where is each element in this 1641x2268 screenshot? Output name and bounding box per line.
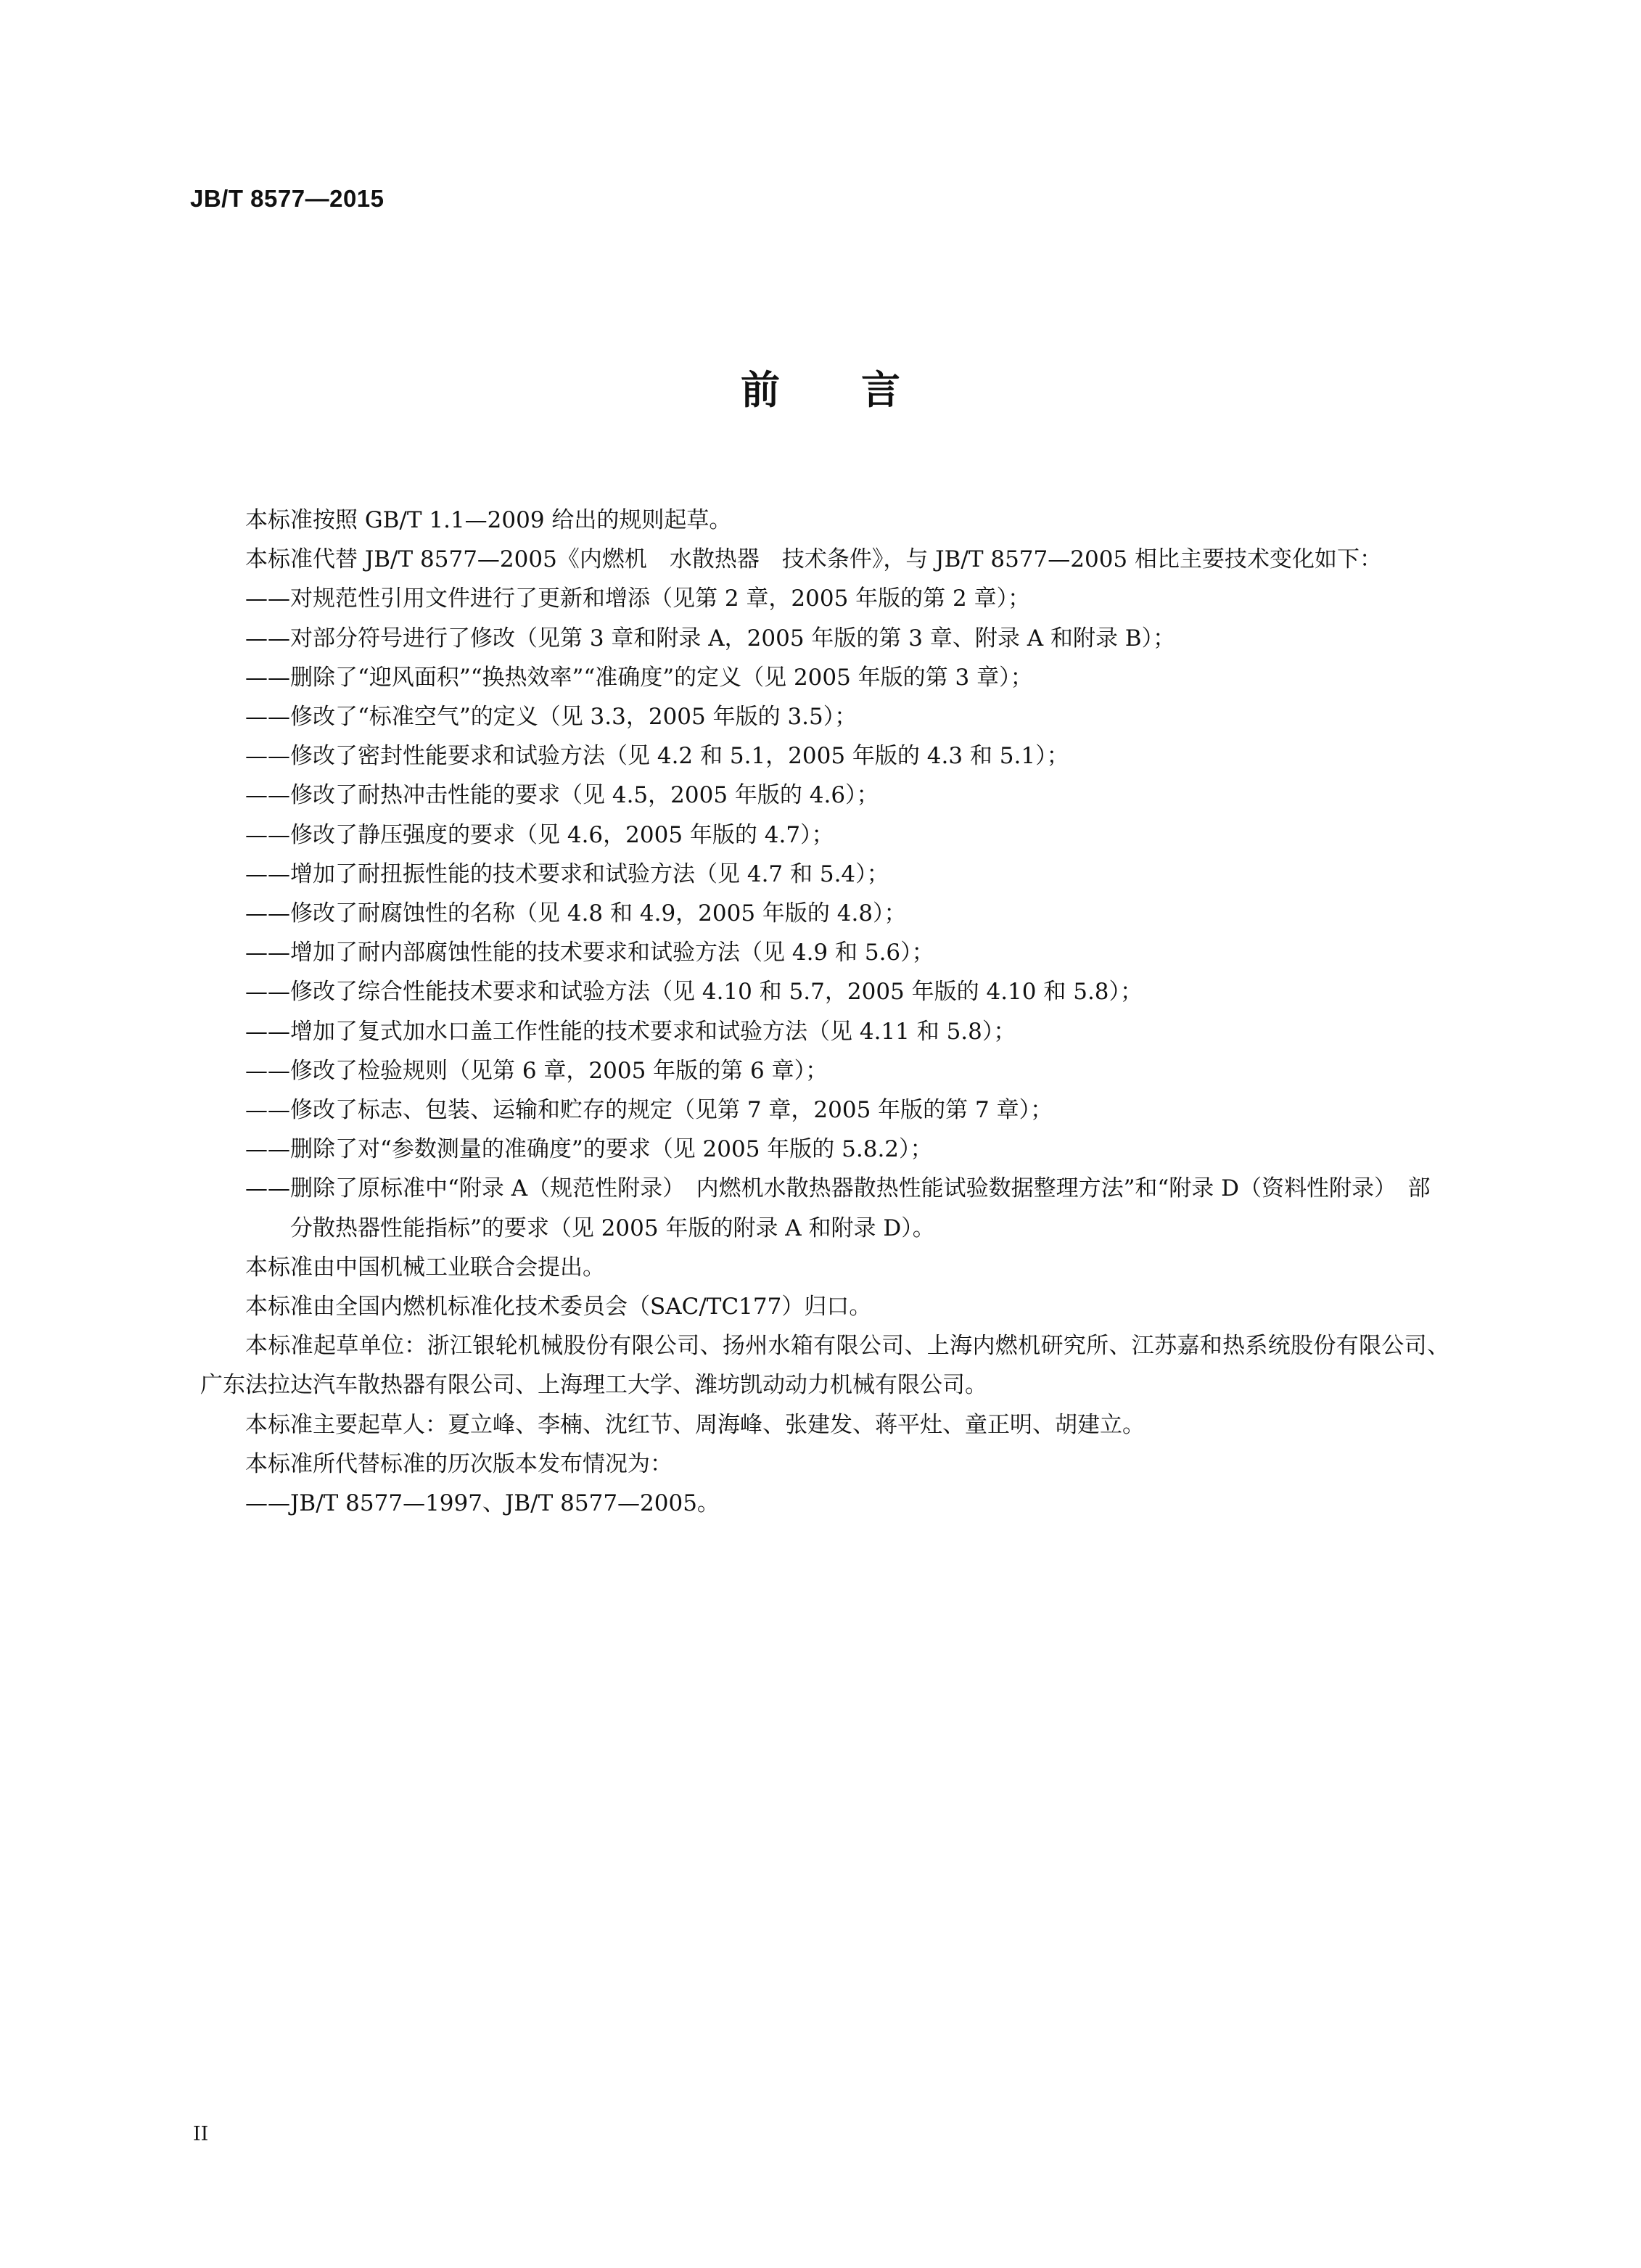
list-item: ——修改了检验规则（见第 6 章，2005 年版的第 6 章）； <box>245 1057 828 1084</box>
list-item: ——增加了耐内部腐蚀性能的技术要求和试验方法（见 4.9 和 5.6）； <box>245 940 934 966</box>
drafting-units-paragraph: 本标准起草单位：浙江银轮机械股份有限公司、扬州水箱有限公司、上海内燃机研究所、江苏嘉和热系统股份有限公司、广东法拉达汽车散热器有限公司、上海理工大学、潍坊凯动动力机械有限公司。 <box>200 1333 1449 1399</box>
list-item: ——修改了标志、包装、运输和贮存的规定（见第 7 章，2005 年版的第 7 章）； <box>245 1097 1053 1124</box>
list-item: ——修改了“标准空气”的定义（见 3.3，2005 年版的 3.5）； <box>245 704 857 731</box>
list-item: ——增加了耐扭振性能的技术要求和试验方法（见 4.7 和 5.4）； <box>245 860 889 887</box>
list-item: ——对部分符号进行了修改（见第 3 章和附录 A，2005 年版的第 3 章、附录 A 和附录 B）； <box>245 625 1176 652</box>
page-number: II <box>193 2123 209 2145</box>
foreword-body <box>200 501 1449 1523</box>
managed-by-paragraph: 本标准由全国内燃机标准化技术委员会（SAC/TC177）归口。 <box>245 1294 872 1320</box>
changes-list <box>200 579 1449 1247</box>
list-item: ——修改了耐腐蚀性的名称（见 4.8 和 4.9，2005 年版的 4.8）； <box>245 900 907 927</box>
list-item: ——修改了静压强度的要求（见 4.6，2005 年版的 4.7）； <box>245 821 834 848</box>
history-intro-paragraph: 本标准所代替标准的历次版本发布情况为： <box>245 1450 673 1477</box>
list-item: ——删除了对“参数测量的准确度”的要求（见 2005 年版的 5.8.2）； <box>245 1136 933 1163</box>
drafters-paragraph: 本标准主要起草人：夏立峰、李楠、沈红节、周海峰、张建发、蒋平灶、童正明、胡建立。 <box>245 1411 1145 1438</box>
history-list-item: ——JB/T 8577—1997、JB/T 8577—2005。 <box>245 1490 720 1517</box>
list-item: ——增加了复式加水口盖工作性能的技术要求和试验方法（见 4.11 和 5.8）； <box>245 1018 1016 1045</box>
list-item: ——删除了“迎风面积”“换热效率”“准确度”的定义（见 2005 年版的第 3 章）； <box>245 664 1033 691</box>
replacement-paragraph: 本标准代替 JB/T 8577—2005《内燃机 水散热器 技术条件》，与 JB/T 8577—2005 相比主要技术变化如下： <box>245 546 1382 573</box>
list-item: ——删除了原标准中“附录 A（规范性附录） 内燃机水散热器散热性能试验数据整理方法”和“附录 D（资料性附录） 部分散热器性能指标”的要求（见 2005 年版的附录 A 和附录 D）。 <box>245 1175 1431 1241</box>
list-item: ——修改了耐热冲击性能的要求（见 4.5，2005 年版的 4.6）； <box>245 782 879 809</box>
proposed-by-paragraph: 本标准由中国机械工业联合会提出。 <box>245 1254 605 1281</box>
page-title: 前言 <box>741 367 982 413</box>
list-item: ——修改了密封性能要求和试验方法（见 4.2 和 5.1，2005 年版的 4.3 和 5.1）； <box>245 743 1069 770</box>
list-item: ——对规范性引用文件进行了更新和增添（见第 2 章，2005 年版的第 2 章）； <box>245 586 1031 612</box>
drafting-rule-paragraph: 本标准按照 GB/T 1.1—2009 给出的规则起草。 <box>245 507 732 533</box>
standard-code: JB/T 8577—2015 <box>190 185 384 212</box>
list-item: ——修改了综合性能技术要求和试验方法（见 4.10 和 5.7，2005 年版的 4.10 和 5.8）； <box>245 979 1143 1006</box>
